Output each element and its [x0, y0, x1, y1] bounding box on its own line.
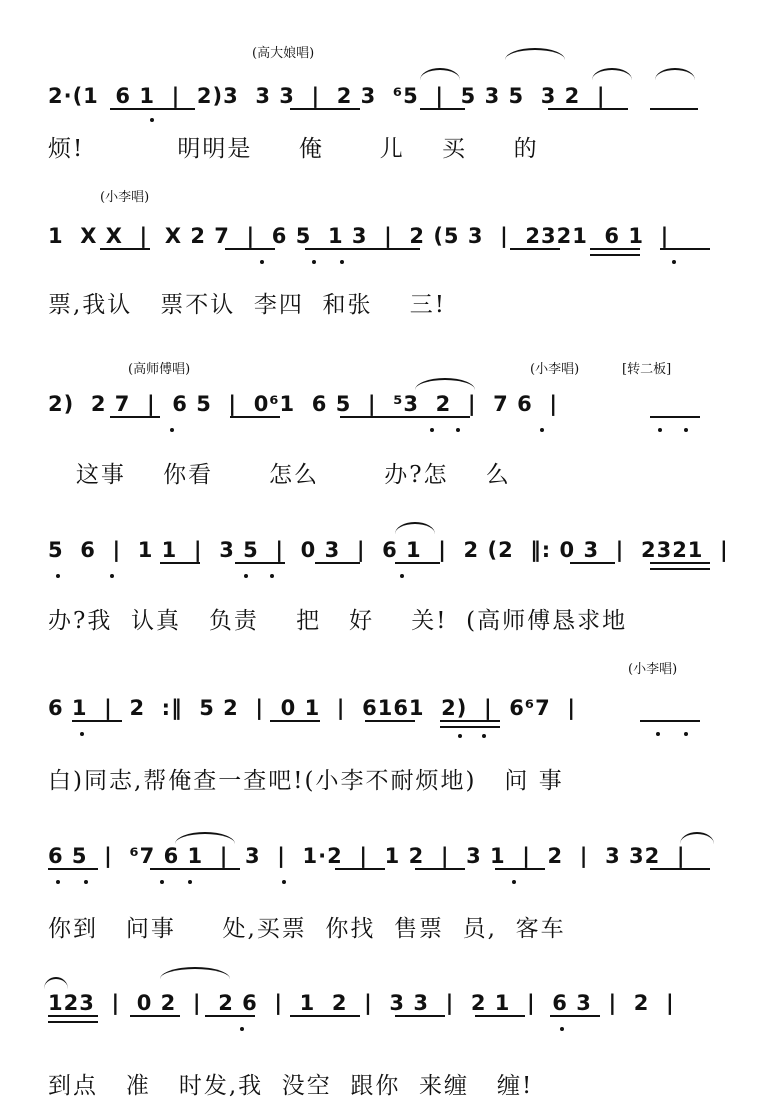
beam: [420, 108, 465, 110]
beam: [205, 1015, 255, 1017]
lyrics-line: 办?我 认真 负责 把 好 关! (高师傅恳求地: [48, 608, 628, 634]
octave-dot: [170, 428, 174, 432]
octave-dot: [656, 732, 660, 736]
slur: [420, 68, 460, 80]
octave-dot: [160, 880, 164, 884]
octave-dot: [56, 880, 60, 884]
octave-dot: [270, 574, 274, 578]
singer-annotation: (小李唱): [628, 662, 678, 677]
beam: [130, 1015, 180, 1017]
beam: [550, 1015, 600, 1017]
slur: [175, 832, 235, 844]
slur: [505, 48, 565, 60]
beam: [48, 1021, 98, 1023]
jianpu-notes: 2·(1 6 1 | 2)3 3 3 | 2 3 ⁶5 | 5 3 5 3 2 |: [48, 84, 606, 108]
octave-dot: [188, 880, 192, 884]
slur: [592, 68, 632, 80]
octave-dot: [456, 428, 460, 432]
beam: [160, 562, 200, 564]
beam: [650, 868, 710, 870]
octave-dot: [110, 574, 114, 578]
beam: [650, 108, 698, 110]
octave-dot: [684, 732, 688, 736]
octave-dot: [80, 732, 84, 736]
jianpu-notes: 6 5 | ⁶7 6 1 | 3 | 1·2 | 1 2 | 3 1 | 2 | 3 32 |: [48, 844, 686, 868]
beam: [495, 868, 545, 870]
beam: [225, 248, 275, 250]
beam: [640, 720, 700, 722]
score-line-4: [0, 480, 772, 634]
beam: [650, 416, 700, 418]
lyrics-line: 票,我认 票不认 李四 和张 三!: [48, 292, 446, 318]
jianpu-notes: 123 | 0 2 | 2 6 | 1 2 | 3 3 | 2 1 | 6 3 | 2 |: [48, 991, 675, 1015]
singer-annotation: (高师傅唱): [128, 362, 191, 377]
octave-dot: [244, 574, 248, 578]
octave-dot: [672, 260, 676, 264]
lyrics-line: 你到 问事 处,买票 你找 售票 员, 客车: [48, 916, 566, 942]
jianpu-notes: 6 1 | 2 :‖ 5 2 | 0 1 | 6161 2) | 6⁶7 |: [48, 696, 577, 720]
beam: [570, 562, 615, 564]
beam: [305, 248, 420, 250]
beam: [340, 416, 470, 418]
jianpu-notes: 5 6 | 1 1 | 3 5 | 0 3 | 6 1 | 2 (2 ‖: 0 3 | 2321 |: [48, 538, 729, 562]
beam: [415, 868, 465, 870]
beam: [100, 248, 150, 250]
octave-dot: [282, 880, 286, 884]
beam: [48, 1015, 98, 1017]
beam: [270, 720, 320, 722]
lyrics-line: 烦! 明明是 俺 儿 买 的: [48, 136, 539, 162]
octave-dot: [150, 118, 154, 122]
octave-dot: [482, 734, 486, 738]
beam: [150, 868, 240, 870]
octave-dot: [458, 734, 462, 738]
octave-dot: [540, 428, 544, 432]
beam: [230, 416, 280, 418]
score-line-7: [0, 955, 772, 1105]
beam: [235, 562, 285, 564]
jianpu-notes: 2) 2 7 | 6 5 | 0⁶1 6 5 | ⁵3 2 | 7 6 |: [48, 392, 559, 416]
beam: [110, 108, 195, 110]
beam: [290, 1015, 360, 1017]
beam: [475, 1015, 525, 1017]
octave-dot: [560, 1027, 564, 1031]
slur: [44, 977, 68, 989]
beam: [395, 1015, 445, 1017]
beam: [110, 416, 160, 418]
octave-dot: [84, 880, 88, 884]
octave-dot: [240, 1027, 244, 1031]
slur: [655, 68, 695, 80]
score-line-1: [0, 0, 772, 162]
score-line-5: [0, 640, 772, 794]
tempo-annotation: [转二板]: [622, 362, 672, 377]
beam: [290, 108, 360, 110]
beam: [395, 562, 440, 564]
score-line-6: [0, 800, 772, 950]
beam: [315, 562, 360, 564]
slur: [395, 522, 435, 534]
beam: [440, 726, 500, 728]
jianpu-notes: 1 X X | X 2 7 | 6 5 1 3 | 2 (5 3 | 2321 6 1 |: [48, 224, 670, 248]
beam: [510, 248, 560, 250]
beam: [548, 108, 628, 110]
octave-dot: [260, 260, 264, 264]
octave-dot: [658, 428, 662, 432]
beam: [590, 248, 640, 250]
lyrics-line: 白)同志,帮俺查一查吧!(小李不耐烦地) 问 事: [48, 768, 564, 794]
octave-dot: [684, 428, 688, 432]
beam: [72, 720, 122, 722]
score-line-3: [0, 300, 772, 488]
octave-dot: [312, 260, 316, 264]
singer-annotation: (小李唱): [530, 362, 580, 377]
slur: [680, 832, 714, 844]
octave-dot: [340, 260, 344, 264]
lyrics-line: 到点 准 时发,我 没空 跟你 来缠 缠!: [48, 1073, 534, 1099]
beam: [590, 254, 640, 256]
octave-dot: [56, 574, 60, 578]
beam: [440, 720, 500, 722]
slur: [415, 378, 475, 390]
lyrics-line: 这事 你看 怎么 办?怎 么: [48, 462, 511, 488]
singer-annotation: (高大娘唱): [252, 46, 315, 61]
beam: [660, 248, 710, 250]
octave-dot: [430, 428, 434, 432]
beam: [335, 868, 385, 870]
octave-dot: [400, 574, 404, 578]
score-line-2: [0, 150, 772, 318]
singer-annotation: (小李唱): [100, 190, 150, 205]
beam: [48, 868, 98, 870]
beam: [650, 568, 710, 570]
beam: [650, 562, 710, 564]
beam: [365, 720, 415, 722]
slur: [160, 967, 230, 979]
octave-dot: [512, 880, 516, 884]
